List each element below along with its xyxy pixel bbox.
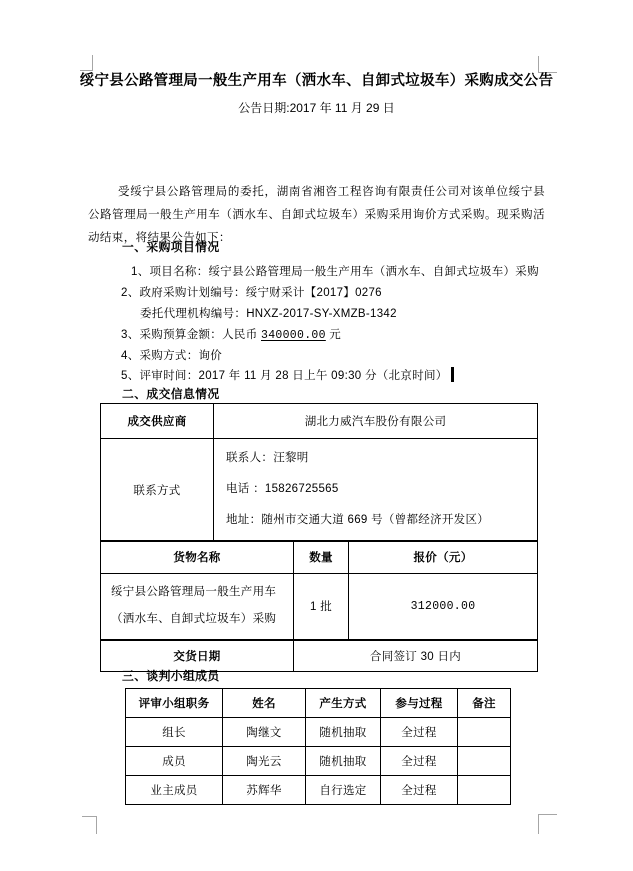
table-row xyxy=(126,718,511,747)
remarks-cell xyxy=(458,776,511,805)
page-title: 绥宁县公路管理局一般生产用车（洒水车、自卸式垃圾车）采购成交公告 xyxy=(79,73,554,89)
name-cell: 陶光云 xyxy=(223,747,306,776)
role-header-cell: 评审小组职务 xyxy=(126,689,223,718)
crop-mark-bottom-left xyxy=(82,816,97,834)
quantity-header-cell: 数量 xyxy=(294,541,349,573)
text-cursor xyxy=(451,367,454,382)
price-header-cell: 报价（元） xyxy=(349,541,538,573)
section2-heading: 二、成交信息情况 xyxy=(122,387,220,401)
name-cell: 苏辉华 xyxy=(223,776,306,805)
negotiation-team-table xyxy=(125,688,511,805)
remarks-header-cell: 备注 xyxy=(458,689,511,718)
participation-header-cell: 参与过程 xyxy=(381,689,458,718)
supplier-label-cell: 成交供应商 xyxy=(101,404,214,439)
selection-method-cell: 随机抽取 xyxy=(306,747,381,776)
goods-name-cell: 绥宁县公路管理局一般生产用车（洒水车、自卸式垃圾车）采购 xyxy=(101,573,294,640)
item-method: 4、采购方式：询价 xyxy=(121,350,223,362)
item-plan-number: 2、政府采购计划编号：绥宁财采计【2017】0276 xyxy=(121,287,382,299)
item-review-time xyxy=(121,367,454,383)
contact-person-line: 联系人：汪黎明 xyxy=(226,452,309,464)
contact-address-line: 地址：随州市交通大道 669 号（曾都经济开发区） xyxy=(226,514,490,526)
intro-paragraph: 受绥宁县公路管理局的委托，湖南省湘咨工程咨询有限责任公司对该单位绥宁县公路管理局一般生产用车（洒水车、自卸式垃圾车）采购采用询价方式采购。现采购活动结束，将结果公告如下： xyxy=(88,186,545,244)
role-cell: 成员 xyxy=(126,747,223,776)
name-cell: 陶继文 xyxy=(223,718,306,747)
role-cell: 业主成员 xyxy=(126,776,223,805)
selection-method-cell: 随机抽取 xyxy=(306,718,381,747)
selection-method-cell: 自行选定 xyxy=(306,776,381,805)
price-cell: 312000.00 xyxy=(349,573,538,640)
crop-mark-bottom-right xyxy=(538,814,557,834)
name-header-cell: 姓名 xyxy=(223,689,306,718)
participation-cell: 全过程 xyxy=(381,718,458,747)
award-info-table xyxy=(100,403,538,672)
item-agency-number: 委托代理机构编号：HNXZ-2017-SY-XMZB-1342 xyxy=(140,308,397,320)
publish-date: 公告日期:2017 年 11 月 29 日 xyxy=(238,101,395,115)
remarks-cell xyxy=(458,718,511,747)
budget-amount: 340000.00 xyxy=(261,329,326,342)
goods-name-header-cell: 货物名称 xyxy=(101,541,294,573)
contact-phone-line: 电话 ：15826725565 xyxy=(226,483,339,495)
delivery-label-cell: 交货日期 xyxy=(101,640,294,671)
selection-method-header-cell: 产生方式 xyxy=(306,689,381,718)
budget-suffix: 元 xyxy=(325,329,342,341)
team-table-header-row xyxy=(126,689,511,718)
item-budget xyxy=(121,326,341,342)
delivery-value-cell: 合同签订 30 日内 xyxy=(294,640,538,671)
section1-heading: 一、采购项目情况 xyxy=(122,240,220,254)
participation-cell: 全过程 xyxy=(381,747,458,776)
table-row xyxy=(126,747,511,776)
review-time-text: 5、评审时间：2017 年 11 月 28 日上午 09:30 分（北京时间） xyxy=(121,370,448,382)
supplier-name-cell: 湖北力威汽车股份有限公司 xyxy=(214,404,538,439)
budget-prefix: 3、采购预算金额：人民币 xyxy=(121,329,261,341)
role-cell: 组长 xyxy=(126,718,223,747)
participation-cell: 全过程 xyxy=(381,776,458,805)
contact-info-cell xyxy=(214,439,538,542)
contact-label-cell: 联系方式 xyxy=(101,439,214,542)
item-project-name: 1、项目名称：绥宁县公路管理局一般生产用车（洒水车、自卸式垃圾车）采购 xyxy=(131,266,539,278)
table-row xyxy=(126,776,511,805)
quantity-cell: 1 批 xyxy=(294,573,349,640)
remarks-cell xyxy=(458,747,511,776)
section3-heading: 三、谈判小组成员 xyxy=(122,669,220,683)
